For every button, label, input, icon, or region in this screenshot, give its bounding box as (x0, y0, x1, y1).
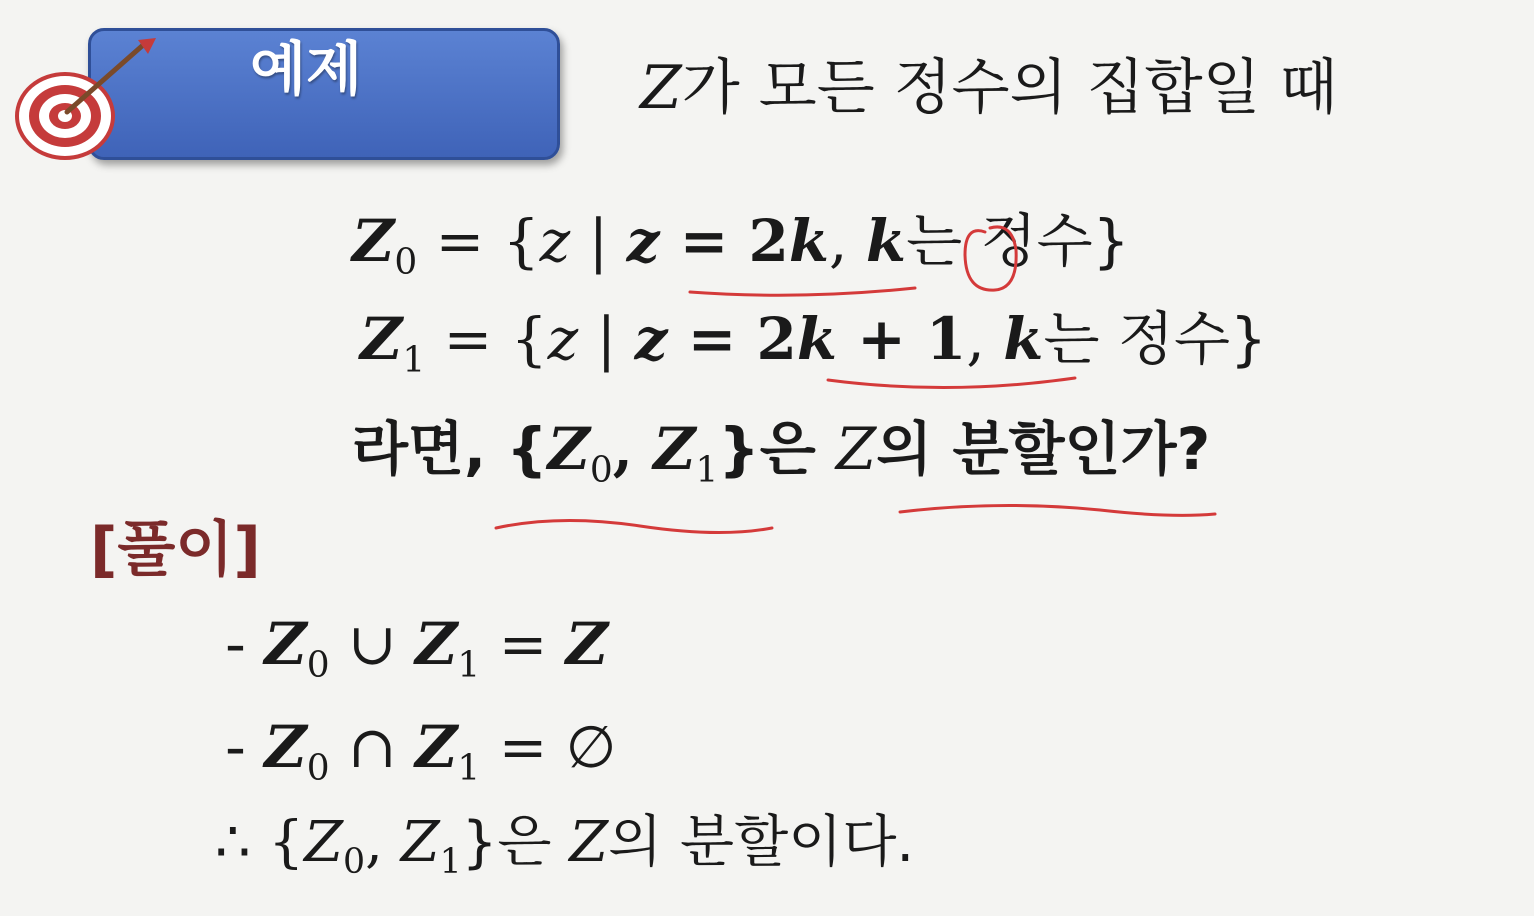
b1-dash: - (225, 610, 265, 678)
c-s0: 0 (342, 842, 366, 883)
z1-cond-z: z (634, 305, 668, 373)
b1-v1: Z (415, 610, 458, 678)
q-v0: Z (547, 415, 590, 483)
solution-heading: [풀이] (90, 515, 261, 585)
b1-s0: 0 (306, 644, 330, 686)
union-bullet (225, 610, 609, 686)
z1-k: k (1003, 305, 1044, 373)
z0-var: Z (352, 207, 395, 275)
z1-cond-k: k (796, 305, 838, 373)
c-v0: Z (304, 810, 343, 875)
z0-cond-z: z (626, 207, 660, 275)
z1-bar: | (578, 305, 635, 373)
c-sep: , (365, 810, 401, 875)
z0-comma: , (829, 207, 866, 275)
c-v1: Z (400, 810, 440, 875)
underline-2k (690, 288, 915, 295)
b2-v0: Z (264, 713, 307, 781)
z0-k: k (865, 207, 907, 275)
b2-v1: Z (415, 713, 458, 781)
z1-tail: 는 정수} (1043, 305, 1267, 373)
z0-bar: | (570, 207, 627, 275)
c-s1: 1 (439, 842, 462, 883)
z1-comma: , (966, 305, 1004, 373)
c-therefore: ∴ { (215, 810, 305, 875)
z1-sub: 1 (402, 339, 426, 381)
q-tail: 의 분할인가? (876, 415, 1211, 483)
q-v1: Z (653, 415, 696, 483)
c-tail: 의 분할이다. (608, 810, 915, 875)
b1-rhs: Z (565, 610, 609, 678)
title-text: 가 모든 정수의 집합일 때 (681, 53, 1338, 123)
c-zvar: Z (569, 810, 609, 875)
b2-eq: = (480, 713, 566, 781)
q-s1: 1 (695, 449, 719, 491)
z0-sub: 0 (394, 241, 418, 283)
q-lead: 라면, { (352, 415, 548, 483)
z1-var: Z (360, 305, 403, 373)
problem-title (640, 53, 1338, 123)
set-z0-definition (352, 207, 1130, 283)
q-zvar: Z (835, 415, 877, 483)
q-sep: , (612, 415, 654, 483)
underline-2k-plus-1 (828, 378, 1075, 388)
z0-cond-k: k (788, 207, 830, 275)
conclusion (215, 810, 915, 883)
title-var: Z (640, 53, 682, 123)
target-dart-icon (10, 36, 160, 161)
b2-op: ∩ (329, 713, 416, 781)
partition-question (352, 415, 1211, 491)
underline-partition (900, 505, 1215, 515)
q-close: }은 (718, 415, 836, 483)
z1-cond-plus: + 1 (837, 305, 967, 373)
b2-dash: - (225, 713, 265, 781)
b2-rhs: ∅ (565, 713, 617, 781)
intersection-bullet (225, 713, 617, 789)
z1-eq: = { (425, 305, 548, 373)
q-s0: 0 (589, 449, 613, 491)
z0-eq: = { (417, 207, 540, 275)
z0-element: z (539, 207, 571, 275)
b2-s0: 0 (306, 747, 330, 789)
b1-eq: = (480, 610, 566, 678)
example-badge-label: 예제 (250, 35, 363, 103)
b2-s1: 1 (457, 747, 481, 789)
z1-cond-eq: = 2 (667, 305, 797, 373)
z0-cond-eq: = 2 (659, 207, 789, 275)
underline-set-pair (496, 520, 772, 532)
b1-s1: 1 (457, 644, 481, 686)
c-close: }은 (461, 810, 570, 875)
z0-tail: 는 정수} (906, 207, 1130, 275)
b1-v0: Z (264, 610, 307, 678)
b1-op: ∪ (329, 610, 416, 678)
set-z1-definition (360, 305, 1267, 381)
z1-element: z (547, 305, 579, 373)
